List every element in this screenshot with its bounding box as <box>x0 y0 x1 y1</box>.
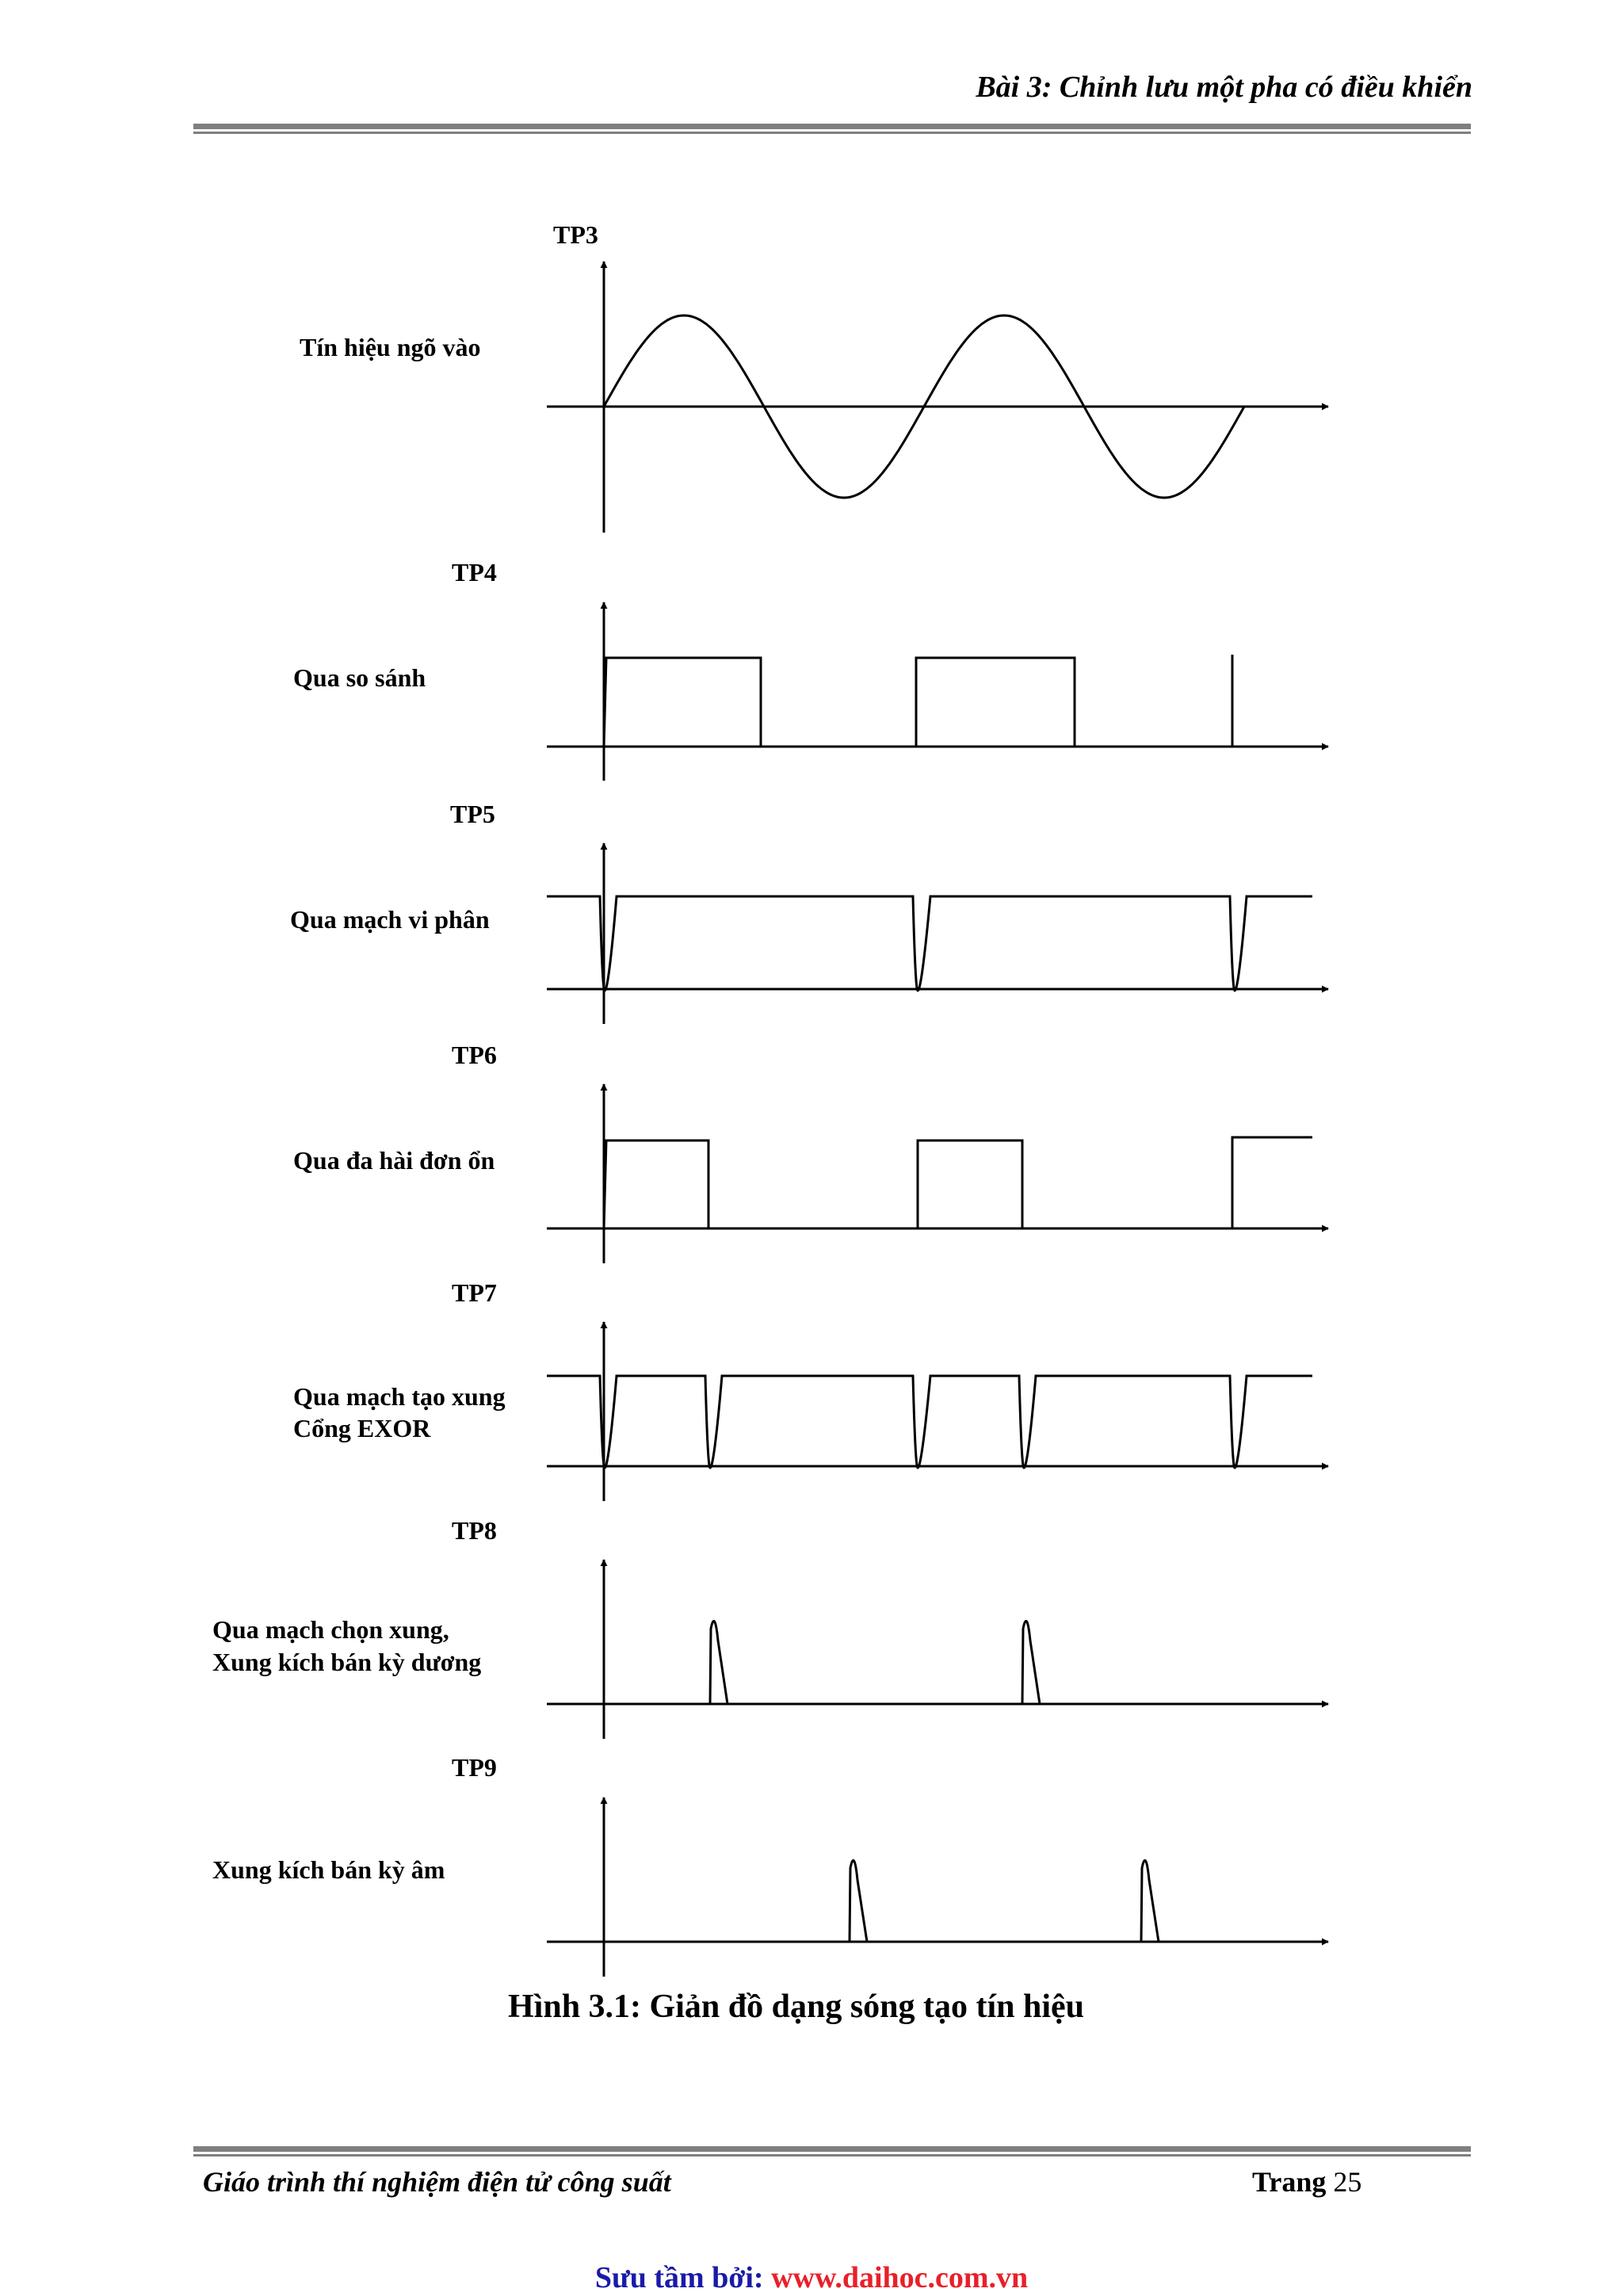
tp7-label: TP7 <box>452 1278 497 1307</box>
footer-course-title: Giáo trình thí nghiệm điện tử công suất <box>203 2166 671 2198</box>
tp9-trigger-pulse-2 <box>1141 1860 1159 1942</box>
footer-page-value: 25 <box>1333 2166 1362 2198</box>
footer-rule <box>193 2146 1471 2157</box>
tp6-monostable-waveform <box>604 1137 1312 1228</box>
credit-url-link[interactable]: www.daihoc.com.vn <box>771 2261 1029 2294</box>
tp4-comparator-waveform <box>604 655 1232 747</box>
tp6-signal-label: Qua đa hài đơn ổn <box>293 1146 495 1175</box>
tp5-differentiator-waveform <box>547 896 1312 991</box>
tp3-signal-label: Tín hiệu ngõ vào <box>300 333 481 361</box>
tp8-signal-label-line1: Qua mạch chọn xung, <box>212 1615 449 1644</box>
tp8-trigger-pulse-1 <box>710 1621 727 1704</box>
tp4-label: TP4 <box>452 558 497 586</box>
row-tp8 <box>212 1516 1328 1739</box>
figure-caption: Hình 3.1: Giản đồ dạng sóng tạo tín hiệu <box>508 1988 1085 2025</box>
footer-page-word: Trang <box>1252 2166 1327 2198</box>
tp8-label: TP8 <box>452 1516 497 1545</box>
credit-prefix: Sưu tầm bởi: <box>594 2261 772 2294</box>
tp8-signal-label-line2: Xung kích bán kỳ dương <box>212 1648 482 1676</box>
row-tp5 <box>290 800 1328 1024</box>
tp8-trigger-pulse-2 <box>1022 1621 1040 1704</box>
tp7-exor-pulse-waveform <box>547 1376 1312 1468</box>
row-tp3 <box>300 220 1328 533</box>
tp3-label: TP3 <box>553 220 598 249</box>
tp4-signal-label: Qua so sánh <box>293 663 426 692</box>
tp5-signal-label: Qua mạch vi phân <box>290 905 490 934</box>
footer-page-number <box>1252 2165 1361 2199</box>
tp7-signal-label-line2: Cổng EXOR <box>293 1414 431 1442</box>
tp7-signal-label-line1: Qua mạch tạo xung <box>293 1382 506 1411</box>
tp9-trigger-pulse-1 <box>850 1860 867 1942</box>
tp9-label: TP9 <box>452 1753 497 1782</box>
tp5-label: TP5 <box>450 800 495 828</box>
row-tp9 <box>212 1753 1328 1977</box>
credit-line <box>0 2260 1623 2295</box>
page-header-title: Bài 3: Chỉnh lưu một pha có điều khiển <box>976 71 1472 104</box>
row-tp4 <box>293 558 1328 781</box>
row-tp7 <box>293 1278 1328 1501</box>
tp9-signal-label: Xung kích bán kỳ âm <box>212 1855 445 1884</box>
row-tp6 <box>293 1041 1328 1263</box>
tp6-label: TP6 <box>452 1041 497 1069</box>
